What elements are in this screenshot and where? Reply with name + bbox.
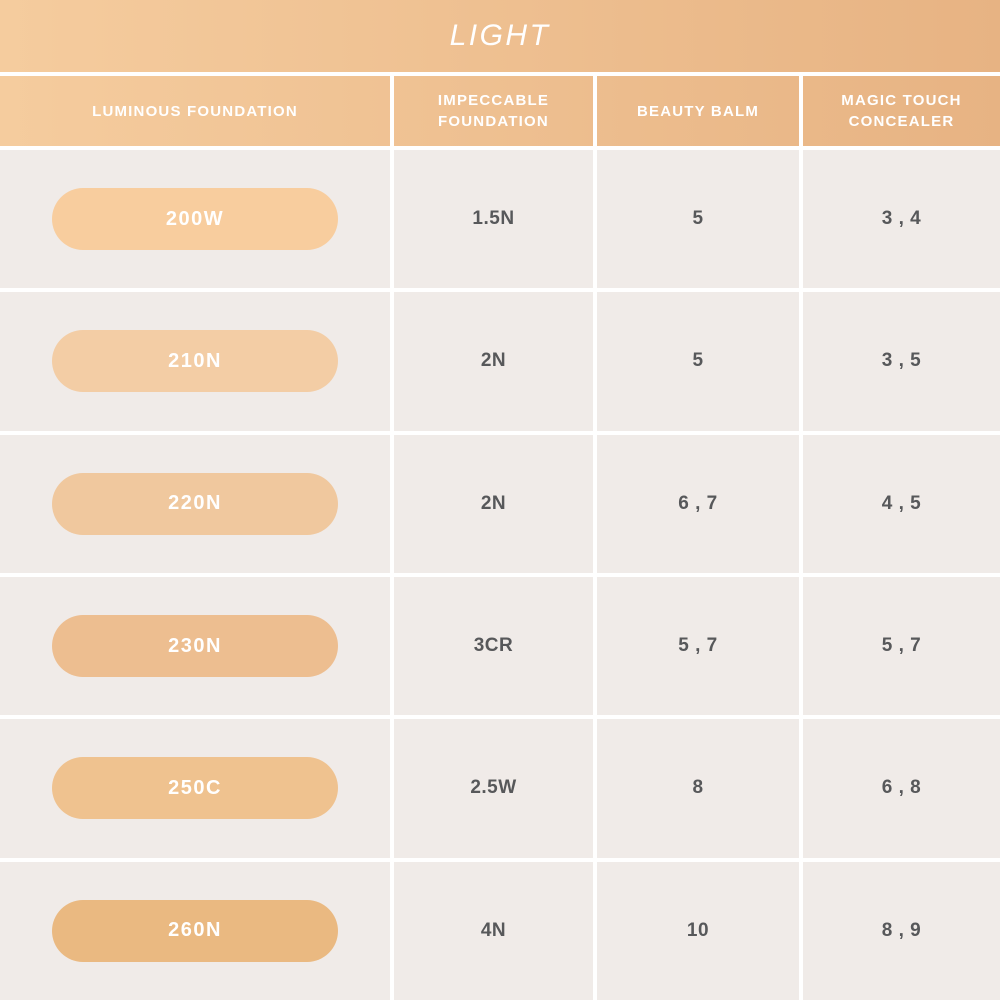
table-header-row: [0, 76, 1000, 146]
column-header-label: MAGIC TOUCH CONCEALER: [841, 92, 962, 130]
magic-touch-concealer-cell: [799, 435, 1000, 573]
impeccable-foundation-cell: [390, 719, 593, 857]
impeccable-foundation-value: 3CR: [473, 635, 514, 657]
shade-swatch: [52, 900, 338, 962]
column-header-label: BEAUTY BALM: [636, 102, 760, 120]
column-header-magic-touch-concealer: [799, 76, 1000, 146]
shade-swatch: [52, 757, 338, 819]
beauty-balm-value: 5: [692, 350, 704, 372]
beauty-balm-cell: [593, 719, 799, 857]
category-title: LIGHT: [449, 19, 551, 52]
swatch-cell: [0, 435, 390, 573]
column-header-beauty-balm: [593, 76, 799, 146]
magic-touch-concealer-value: 6 , 8: [881, 777, 922, 799]
shade-label: 260N: [168, 919, 222, 942]
impeccable-foundation-cell: [390, 150, 593, 288]
magic-touch-concealer-cell: [799, 292, 1000, 430]
beauty-balm-cell: [593, 292, 799, 430]
impeccable-foundation-cell: [390, 862, 593, 1000]
impeccable-foundation-value: 2N: [480, 492, 507, 514]
column-header-impeccable-foundation: [390, 76, 593, 146]
impeccable-foundation-cell: [390, 435, 593, 573]
beauty-balm-value: 10: [686, 919, 710, 941]
swatch-cell: [0, 577, 390, 715]
impeccable-foundation-value: 1.5N: [472, 208, 515, 230]
shade-swatch: [52, 330, 338, 392]
magic-touch-concealer-value: 3 , 4: [881, 208, 922, 230]
table-row: [0, 292, 1000, 430]
magic-touch-concealer-cell: [799, 150, 1000, 288]
shade-swatch: [52, 473, 338, 535]
magic-touch-concealer-cell: [799, 719, 1000, 857]
shade-swatch: [52, 188, 338, 250]
table-row: [0, 719, 1000, 857]
impeccable-foundation-value: 2.5W: [470, 777, 517, 799]
beauty-balm-value: 8: [692, 777, 704, 799]
shade-label: 250C: [168, 776, 222, 799]
table-row: [0, 862, 1000, 1000]
impeccable-foundation-cell: [390, 292, 593, 430]
category-banner: [0, 0, 1000, 72]
shade-label: 220N: [168, 492, 222, 515]
magic-touch-concealer-cell: [799, 577, 1000, 715]
table-body: [0, 150, 1000, 1000]
swatch-cell: [0, 150, 390, 288]
magic-touch-concealer-cell: [799, 862, 1000, 1000]
table-row: [0, 435, 1000, 573]
impeccable-foundation-cell: [390, 577, 593, 715]
beauty-balm-value: 6 , 7: [678, 492, 718, 514]
beauty-balm-cell: [593, 577, 799, 715]
shade-label: 210N: [168, 349, 222, 372]
magic-touch-concealer-value: 3 , 5: [881, 350, 922, 372]
column-header-label: IMPECCABLE FOUNDATION: [437, 92, 550, 130]
table-row: [0, 577, 1000, 715]
swatch-cell: [0, 719, 390, 857]
shade-swatch: [52, 615, 338, 677]
swatch-cell: [0, 292, 390, 430]
impeccable-foundation-value: 2N: [480, 350, 507, 372]
table-row: [0, 150, 1000, 288]
shade-label: 230N: [168, 634, 222, 657]
magic-touch-concealer-value: 4 , 5: [881, 492, 922, 514]
beauty-balm-value: 5: [692, 208, 704, 230]
shade-label: 200W: [165, 207, 225, 230]
beauty-balm-cell: [593, 150, 799, 288]
beauty-balm-cell: [593, 862, 799, 1000]
beauty-balm-value: 5 , 7: [678, 635, 718, 657]
magic-touch-concealer-value: 8 , 9: [881, 919, 922, 941]
magic-touch-concealer-value: 5 , 7: [881, 635, 922, 657]
column-header-luminous-foundation: [0, 76, 390, 146]
impeccable-foundation-value: 4N: [480, 919, 507, 941]
column-header-label: LUMINOUS FOUNDATION: [92, 102, 298, 120]
swatch-cell: [0, 862, 390, 1000]
beauty-balm-cell: [593, 435, 799, 573]
